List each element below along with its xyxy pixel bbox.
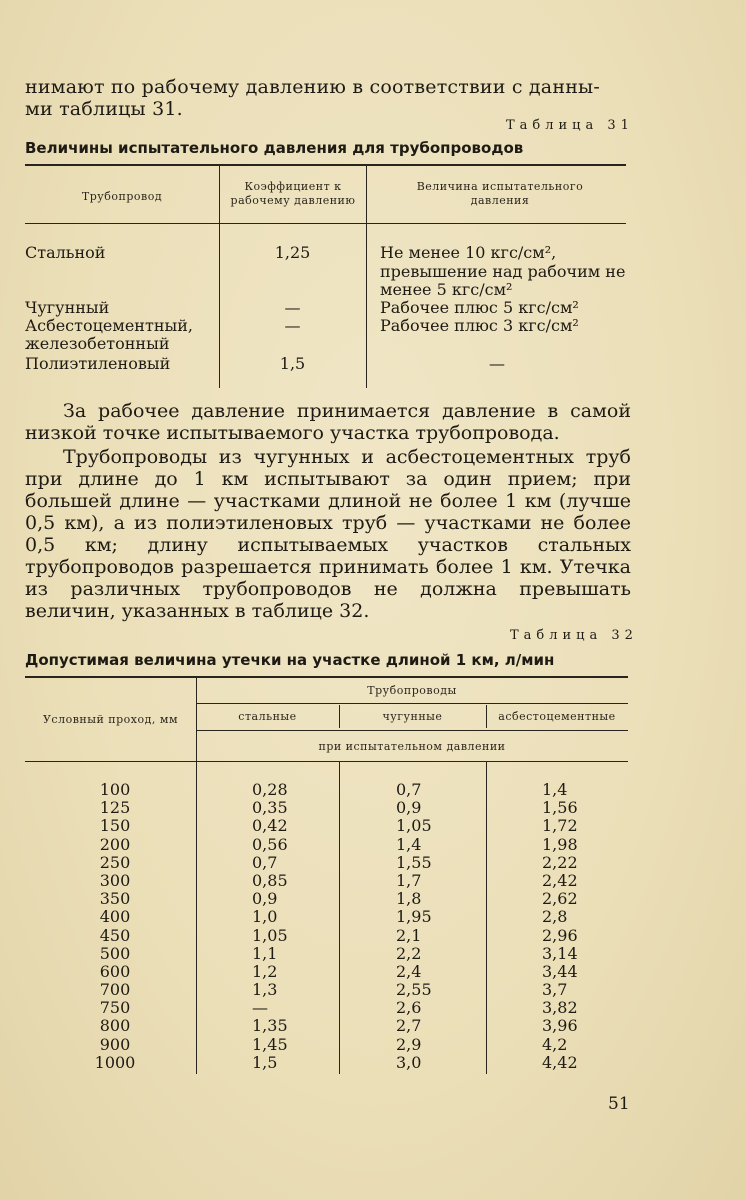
table32-steel-cell: 1,3 [252, 980, 278, 1000]
table31-row2-pipe: Чугунный [25, 298, 110, 317]
table32-steel-cell: 1,5 [252, 1052, 278, 1072]
table32-divider-3 [486, 762, 487, 1074]
table32-asbestos-cell: 2,42 [542, 870, 578, 890]
table32-steel-cell: 1,0 [252, 907, 278, 927]
intro-line-2: ми таблицы 31. [25, 98, 183, 120]
table32-diameter: 900 [99, 1034, 131, 1054]
table32-asbestos-cell: 3,14 [542, 943, 578, 963]
table32-diameter: 1000 [94, 1052, 136, 1072]
table31-header-rule [25, 223, 626, 224]
table32-header-asbestos: асбестоцементные [498, 710, 616, 723]
table32-title: Допустимая величина утечки на участке длиной 1 км, л/мин [25, 651, 555, 669]
table32-iron-cell: 2,2 [396, 943, 422, 963]
table31-row2-value: Рабочее плюс 5 кгс/см² [380, 298, 579, 317]
table32-diameter: 400 [99, 907, 131, 927]
table32-diameter: 300 [99, 870, 131, 890]
table32-diameter: 125 [99, 798, 131, 818]
table32-steel-cell: 0,35 [252, 798, 288, 818]
table32-diameter: 200 [99, 834, 131, 854]
intro-line-1: нимают по рабочему давлению в соответствии с данны- [25, 76, 600, 98]
table31-row3-pipe: Асбестоцементный, железобетонный [25, 316, 193, 353]
table32-asbestos-cell: 3,82 [542, 998, 578, 1018]
table31-row2-coef: — [284, 298, 301, 317]
table32-steel-cell: 0,7 [252, 852, 278, 872]
table32-iron-cell: 3,0 [396, 1052, 422, 1072]
table32-diameter: 450 [99, 925, 131, 945]
table32-diameter: 150 [99, 816, 131, 836]
table31-row1-coef: 1,25 [274, 243, 311, 262]
table32-header-group: Трубопроводы [367, 684, 457, 697]
table31-top-rule [25, 164, 626, 166]
table32-steel-cell: 1,35 [252, 1016, 288, 1036]
table32-asbestos-cell: 4,2 [542, 1034, 568, 1054]
table32-diameter-column [60, 781, 170, 1072]
table31-row4-pipe: Полиэтиленовый [25, 354, 171, 373]
table32-iron-column [396, 781, 476, 1072]
table32-asbestos-cell: 2,22 [542, 852, 578, 872]
table31-row3-value: Рабочее плюс 3 кгс/см² [380, 316, 579, 335]
table32-asbestos-cell: 3,7 [542, 980, 568, 1000]
table32-diameter: 700 [99, 980, 131, 1000]
table32-asbestos-cell: 2,8 [542, 907, 568, 927]
table32-asbestos-column [542, 781, 622, 1072]
table32-asbestos-cell: 1,72 [542, 816, 578, 836]
table31-row4-value: — [489, 354, 505, 373]
table32-label: Таблица 32 [510, 628, 638, 643]
table32-iron-cell: 1,05 [396, 816, 432, 836]
table31-row1-pipe: Стальной [25, 243, 106, 262]
table32-asbestos-cell: 3,96 [542, 1016, 578, 1036]
table32-iron-cell: 1,95 [396, 907, 432, 927]
table32-header-condition: при испытательном давлении [318, 740, 506, 753]
table32-group-rule [196, 703, 628, 704]
table32-steel-cell: 1,2 [252, 961, 278, 981]
table32-diameter: 750 [99, 998, 131, 1018]
table32-iron-cell: 0,7 [396, 780, 422, 799]
table32-steel-cell: 1,1 [252, 943, 278, 963]
table32-asbestos-cell: 1,56 [542, 798, 578, 818]
table31-row3-coef: — [284, 316, 301, 335]
table32-diameter: 250 [99, 852, 131, 872]
table31-header-pipe: Трубопровод [81, 190, 163, 203]
page-number: 51 [608, 1094, 630, 1114]
table31-row1-value: Не менее 10 кгс/см², превышение над рабочим не менее 5 кгс/см² [380, 243, 626, 299]
table32-steel-cell: 1,45 [252, 1034, 288, 1054]
table32-iron-cell: 1,8 [396, 889, 422, 909]
table32-asbestos-cell: 2,96 [542, 925, 578, 945]
table32-iron-cell: 2,6 [396, 998, 422, 1018]
table32-steel-cell: 0,56 [252, 834, 288, 854]
table32-iron-cell: 2,7 [396, 1016, 422, 1036]
table32-subheader-rule [196, 730, 628, 731]
table32-divider-1 [196, 678, 197, 1074]
table32-steel-cell: 0,9 [252, 889, 278, 909]
table32-divider-2 [339, 762, 340, 1074]
table32-iron-cell: 2,4 [396, 961, 422, 981]
table32-steel-column [252, 781, 332, 1072]
table32-steel-cell: — [252, 998, 268, 1018]
table32-header-iron: чугунные [382, 710, 443, 723]
table32-asbestos-cell: 3,44 [542, 961, 578, 981]
table31-title: Величины испытательного давления для трубопроводов [25, 139, 524, 157]
table32-header-steel: стальные [238, 710, 297, 723]
table32-iron-cell: 2,55 [396, 980, 432, 1000]
table32-steel-cell: 0,28 [252, 780, 288, 799]
paragraph-2: Трубопроводы из чугунных и асбестоцементных труб при длине до 1 км испытывают за один прием; при большей длине — участками длиной не более 1 км (лучше 0,5 км), а из полиэтиленовых труб — участками не более 0,5 км; длину испытываемых участков стальных трубопроводов разрешается принимать более 1 км. Утечка из различных трубопроводов не должна превышать величин, указанных в таблице 32. [25, 446, 631, 622]
table32-iron-cell: 2,9 [396, 1034, 422, 1054]
table32-diameter: 350 [99, 889, 131, 909]
table32-steel-cell: 0,42 [252, 816, 288, 836]
table32-header-diameter: Условный проход, мм [42, 713, 179, 726]
table32-asbestos-cell: 4,42 [542, 1052, 578, 1072]
table32-top-rule [25, 676, 628, 678]
table32-diameter: 600 [99, 961, 131, 981]
table32-iron-cell: 2,1 [396, 925, 422, 945]
table32-diameter: 500 [99, 943, 131, 963]
table32-iron-cell: 1,7 [396, 870, 422, 890]
table32-diameter: 100 [99, 780, 131, 799]
table31-header-coef: Коэффициент к рабочему давлению [230, 180, 356, 207]
table32-steel-cell: 0,85 [252, 870, 288, 890]
table32-asbestos-cell: 2,62 [542, 889, 578, 909]
paragraph-1: За рабочее давление принимается давление в самой низкой точке испытываемого участка трубопровода. [25, 400, 631, 444]
table32-iron-cell: 0,9 [396, 798, 422, 818]
table32-header-rule [25, 761, 628, 762]
table32-iron-cell: 1,4 [396, 834, 422, 854]
table32-iron-cell: 1,55 [396, 852, 432, 872]
table32-diameter: 800 [99, 1016, 131, 1036]
table31-row4-coef: 1,5 [279, 354, 306, 373]
table31-label: Таблица 31 [506, 118, 634, 133]
table31-header-value: Величина испытательного давления [416, 180, 584, 207]
table32-asbestos-cell: 1,98 [542, 834, 578, 854]
table32-steel-cell: 1,05 [252, 925, 288, 945]
table32-asbestos-cell: 1,4 [542, 780, 568, 799]
